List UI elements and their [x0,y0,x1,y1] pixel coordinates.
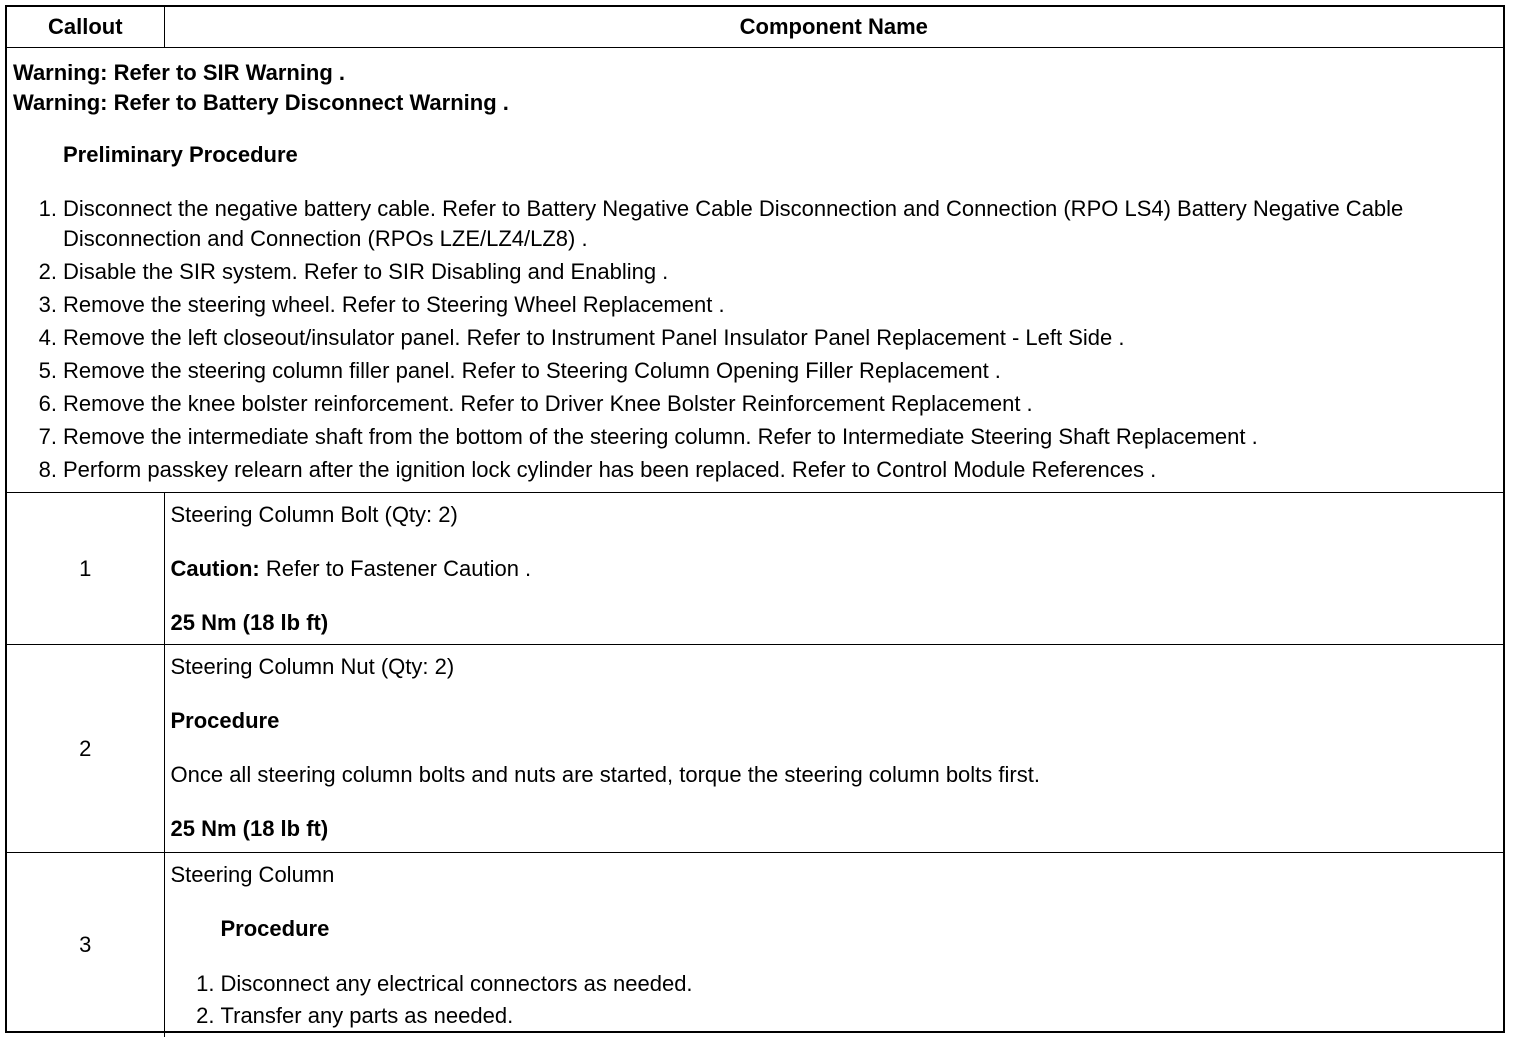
list-item: 7. Remove the intermediate shaft from the bottom of the steering column. Refer to Intermediate Steering Shaft Replacement . [38,424,1258,449]
procedure-table [7,7,1503,1037]
procedure-steps [171,969,1504,1031]
list-item: 3. Remove the steering wheel. Refer to Steering Wheel Replacement . [38,292,725,317]
component-name-header: Component Name [164,7,1503,48]
component-name: Steering Column [170,862,335,887]
component-name: Steering Column Bolt (Qty: 2) [170,502,458,527]
caution-text: Refer to Fastener Caution . [259,556,532,581]
table-row [7,493,1503,645]
table-row [7,645,1503,853]
torque-spec: 25 Nm (18 lb ft) [170,610,329,635]
table-row [7,853,1503,1038]
list-item: 8. Perform passkey relearn after the ignition lock cylinder has been replaced. Refer to Control Module References . [38,457,1157,482]
sir-warning: Warning: Refer to SIR Warning . [13,60,346,85]
procedure-table-sheet [5,5,1505,1033]
list-item: 4. Remove the left closeout/insulator panel. Refer to Instrument Panel Insulator Panel Replacement - Left Side . [38,325,1125,350]
component-cell [164,645,1503,853]
component-cell [164,853,1503,1038]
preliminary-row [7,48,1503,493]
list-item: 6. Remove the knee bolster reinforcement. Refer to Driver Knee Bolster Reinforcement Replacement . [38,391,1033,416]
procedure-label: Procedure [220,916,330,941]
callout-number: 2 [7,645,164,853]
callout-header: Callout [7,7,164,48]
preliminary-cell [7,48,1503,493]
procedure-text: Once all steering column bolts and nuts are started, torque the steering column bolts first. [170,762,1040,787]
caution-line [171,555,1504,583]
battery-warning: Warning: Refer to Battery Disconnect Warning . [13,90,509,115]
list-item: 1. Disconnect the negative battery cable. Refer to Battery Negative Cable Disconnection and Connection (RPO LS4) Battery Negative Cable Disconnection and Connection (RPOs LZE/LZ4/LZ8) . [38,196,1404,251]
header-row [7,7,1503,48]
preliminary-procedure-title: Preliminary Procedure [63,142,298,167]
list-item: 2. Disable the SIR system. Refer to SIR Disabling and Enabling . [38,259,669,284]
list-item: 2. Transfer any parts as needed. [196,1003,514,1028]
callout-number: 1 [7,493,164,645]
list-item: 1. Disconnect any electrical connectors as needed. [196,971,693,996]
preliminary-steps [13,194,1503,485]
component-cell [164,493,1503,645]
caution-label: Caution: [170,556,260,581]
torque-spec: 25 Nm (18 lb ft) [170,816,329,841]
list-item: 5. Remove the steering column filler panel. Refer to Steering Column Opening Filler Replacement . [38,358,1001,383]
component-name: Steering Column Nut (Qty: 2) [170,654,455,679]
procedure-label: Procedure [170,708,280,733]
callout-number: 3 [7,853,164,1038]
